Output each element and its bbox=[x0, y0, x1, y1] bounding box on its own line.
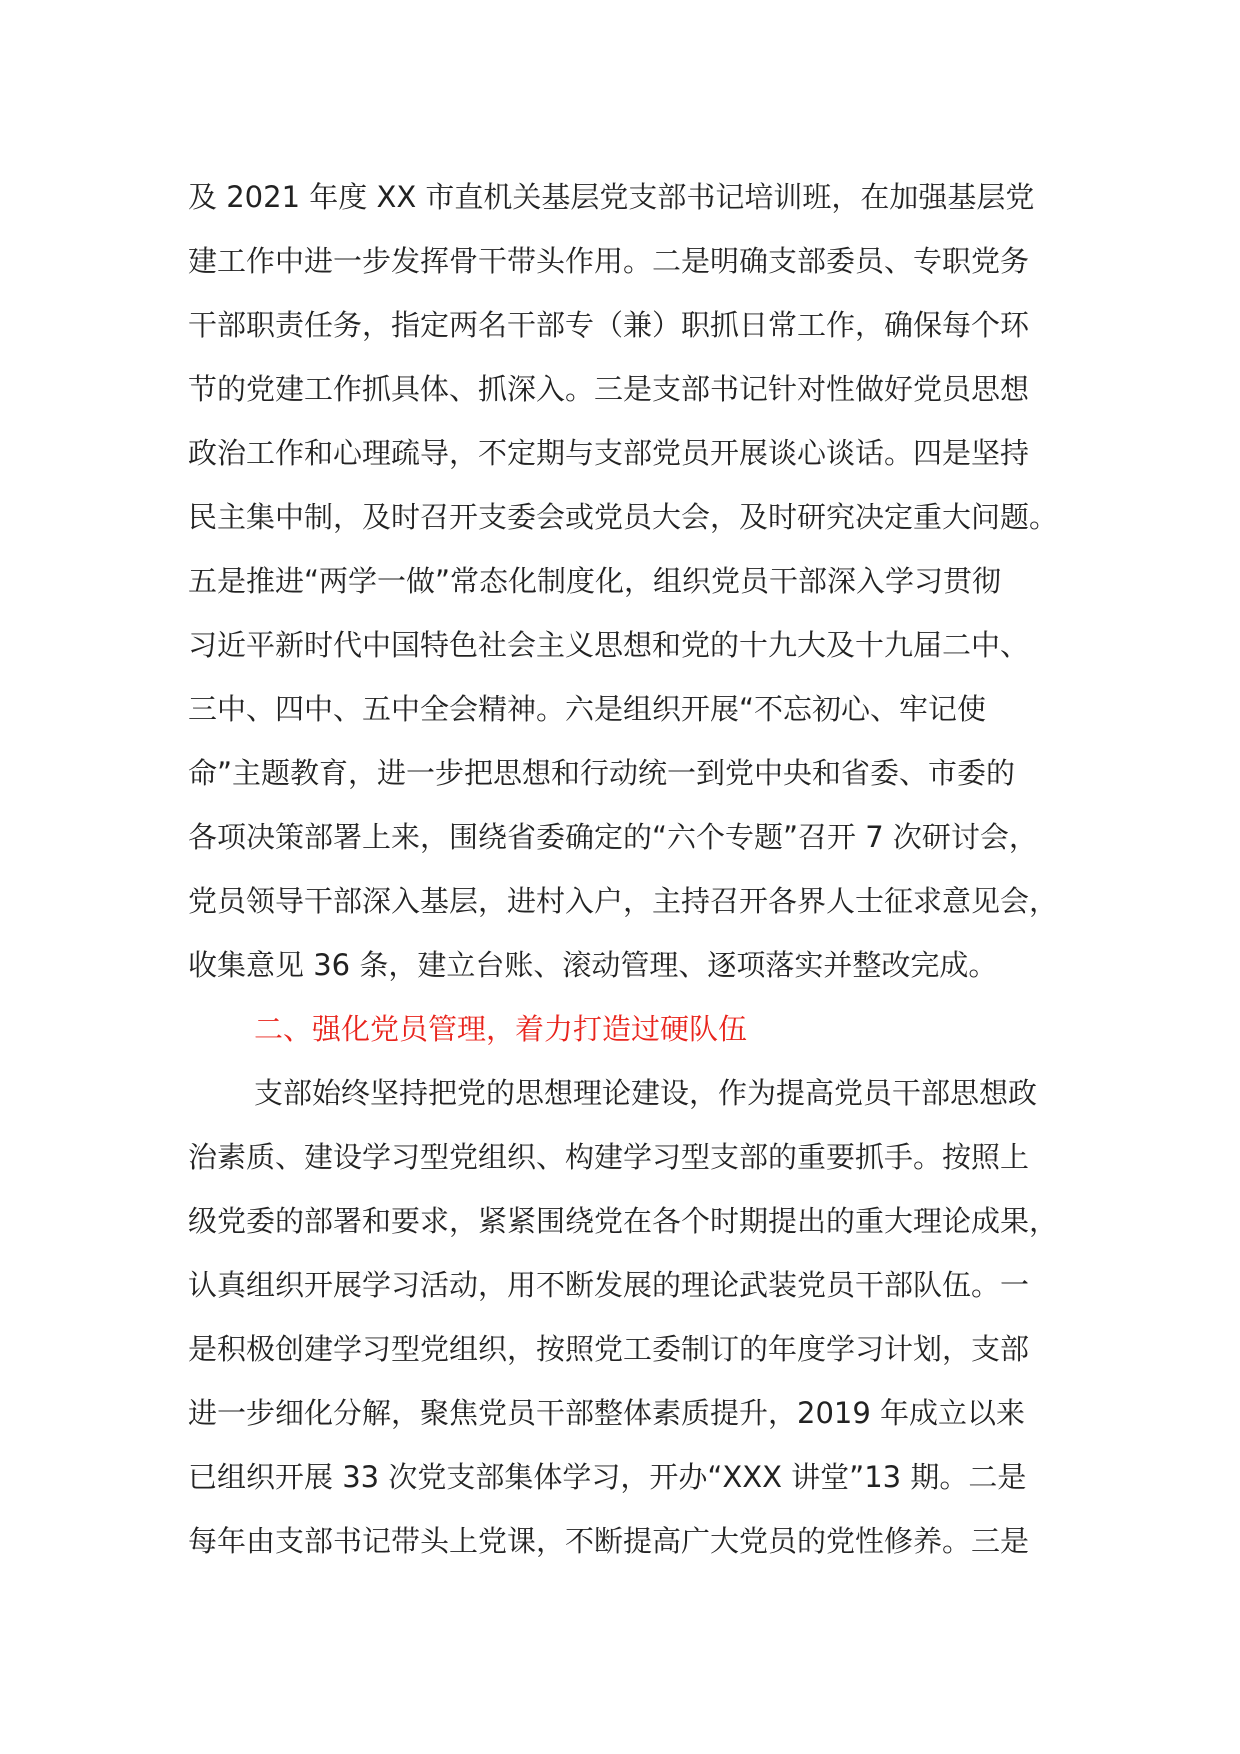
paragraph-1-line-5: 政治工作和心理疏导，不定期与支部党员开展谈心谈话。四是坚持 bbox=[188, 436, 1030, 470]
paragraph-1-line-10: 命”主题教育，进一步把思想和行动统一到党中央和省委、市委的 bbox=[188, 756, 1016, 790]
paragraph-2-line-5: 是积极创建学习型党组织，按照党工委制订的年度学习计划，支部 bbox=[188, 1332, 1030, 1366]
paragraph-1-line-13: 收集意见 36 条，建立台账、滚动管理、逐项落实并整改完成。 bbox=[188, 948, 998, 982]
paragraph-1-line-2: 建工作中进一步发挥骨干带头作用。二是明确支部委员、专职党务 bbox=[188, 244, 1030, 278]
paragraph-2-line-3: 级党委的部署和要求，紧紧围绕党在各个时期提出的重大理论成果， bbox=[188, 1204, 1059, 1238]
paragraph-2-line-2: 治素质、建设学习型党组织、构建学习型支部的重要抓手。按照上 bbox=[188, 1140, 1030, 1174]
paragraph-2-line-1: 支部始终坚持把党的思想理论建设，作为提高党员干部思想政 bbox=[254, 1076, 1038, 1110]
section-heading: 二、强化党员管理，着力打造过硬队伍 bbox=[254, 1012, 748, 1046]
paragraph-1-line-8: 习近平新时代中国特色社会主义思想和党的十九大及十九届二中、 bbox=[188, 628, 1030, 662]
paragraph-1-line-4: 节的党建工作抓具体、抓深入。三是支部书记针对性做好党员思想 bbox=[188, 372, 1030, 406]
document-body bbox=[188, 165, 1068, 1573]
paragraph-1-line-7: 五是推进“两学一做”常态化制度化，组织党员干部深入学习贯彻 bbox=[188, 564, 1002, 598]
paragraph-1-line-6: 民主集中制，及时召开支委会或党员大会，及时研究决定重大问题。 bbox=[188, 500, 1059, 534]
paragraph-2-line-7: 已组织开展 33 次党支部集体学习，开办“XXX 讲堂”13 期。二是 bbox=[188, 1460, 1027, 1494]
paragraph-2-line-8: 每年由支部书记带头上党课，不断提高广大党员的党性修养。三是 bbox=[188, 1524, 1030, 1558]
paragraph-1-line-12: 党员领导干部深入基层，进村入户，主持召开各界人士征求意见会， bbox=[188, 884, 1059, 918]
paragraph-1-line-11: 各项决策部署上来，围绕省委确定的“六个专题”召开 7 次研讨会， bbox=[188, 820, 1038, 854]
paragraph-2-line-4: 认真组织开展学习活动，用不断发展的理论武装党员干部队伍。一 bbox=[188, 1268, 1030, 1302]
paragraph-1-line-3: 干部职责任务，指定两名干部专（兼）职抓日常工作，确保每个环 bbox=[188, 308, 1030, 342]
paragraph-2-line-6: 进一步细化分解，聚焦党员干部整体素质提升，2019 年成立以来 bbox=[188, 1396, 1026, 1430]
paragraph-1-line-1: 及 2021 年度 XX 市直机关基层党支部书记培训班，在加强基层党 bbox=[188, 180, 1035, 214]
paragraph-1-line-9: 三中、四中、五中全会精神。六是组织开展“不忘初心、牢记使 bbox=[188, 692, 987, 726]
